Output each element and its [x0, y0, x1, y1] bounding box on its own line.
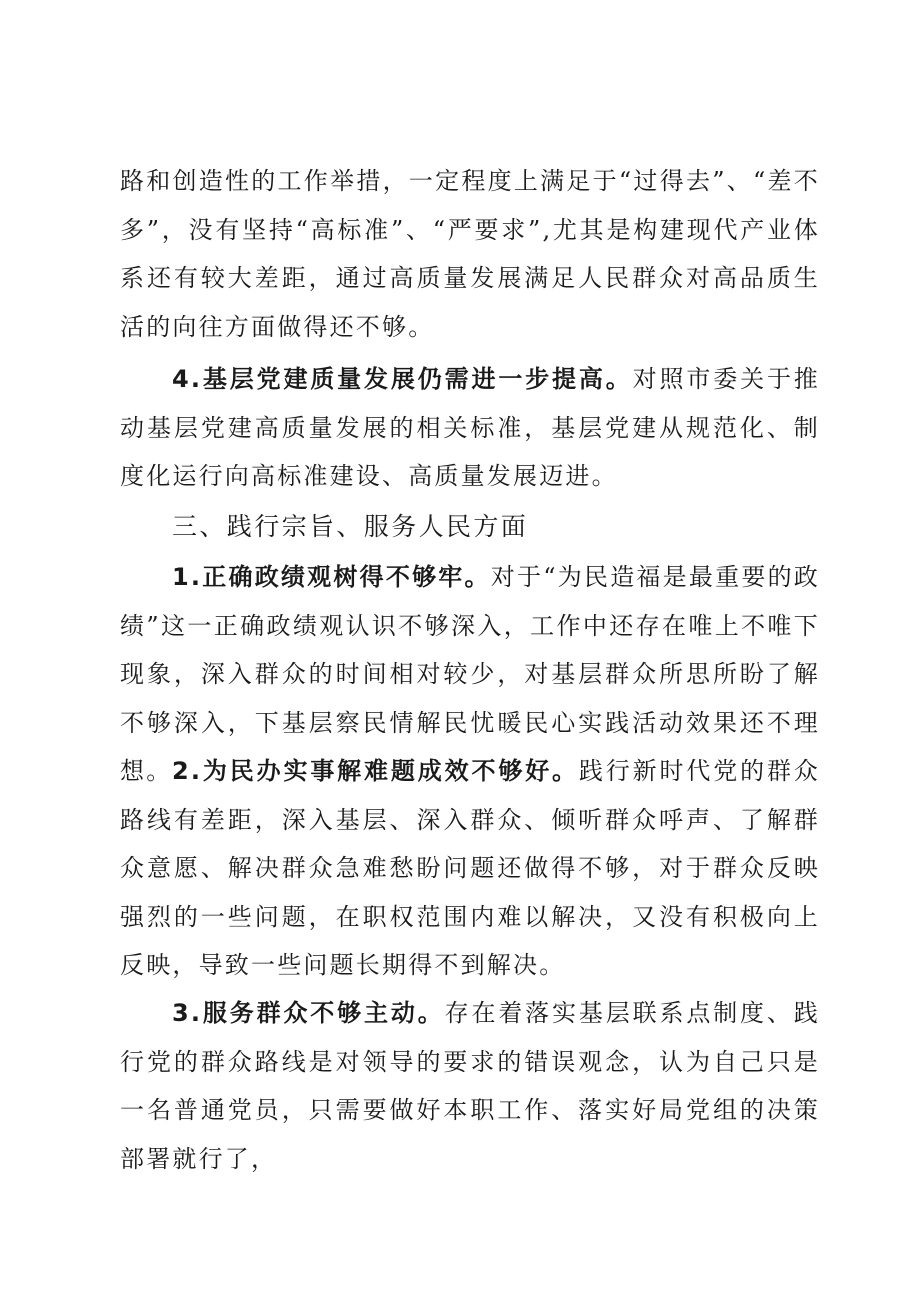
paragraph-item-2: [120, 747, 820, 990]
paragraph-item-4: [120, 355, 820, 501]
paragraph-text: 践行新时代党的群众路线有差距，深入基层、深入群众、倾听群众呼声、了解群众意愿、解决群众急难愁盼问题还做得不够，对于群众反映强烈的一些问题，在职权范围内难以解决，又没有积极向上反映，导致一些问题长期得不到解决。: [120, 757, 820, 980]
paragraph-text: 路和创造性的工作举措，一定程度上满足于“过得去”、“差不多”，没有坚持“高标准”、“严要求”,尤其是构建现代产业体系还有较大差距，通过高质量发展满足人民群众对高品质生活的向往方面做得还不够。: [120, 167, 820, 341]
paragraph-text: 对照市委关于推动基层党建高质量发展的相关标准，基层党建从规范化、制度化运行向高标准建设、高质量发展迈进。: [120, 365, 820, 491]
paragraph-lead: 3.服务群众不够主动。: [172, 999, 445, 1027]
paragraph-lead: 2.为民办实事解难题成效不够好。: [172, 757, 579, 785]
paragraph-lead: 4.基层党建质量发展仍需进一步提高。: [172, 365, 633, 393]
section-heading: 三、践行宗旨、服务人民方面: [172, 512, 529, 541]
paragraph-lead: 1.正确政绩观树得不够牢。: [172, 563, 491, 591]
paragraph-continuation: [120, 157, 820, 351]
paragraph-text: 存在着落实基层联系点制度、践行党的群众路线是对领导的要求的错误观念，认为自己只是一名普通党员，只需要做好本职工作、落实好局党组的决策部署就行了，: [120, 999, 820, 1173]
paragraph-text: 对于“为民造福是最重要的政绩”这一正确政绩观认识不够深入，工作中还存在唯上不唯下现象，深入群众的时间相对较少，对基层群众所思所盼了解不够深入，下基层察民情解民忧暖民心实践活动效果还不理想。: [120, 563, 821, 786]
paragraph-item-3: [120, 989, 820, 1183]
